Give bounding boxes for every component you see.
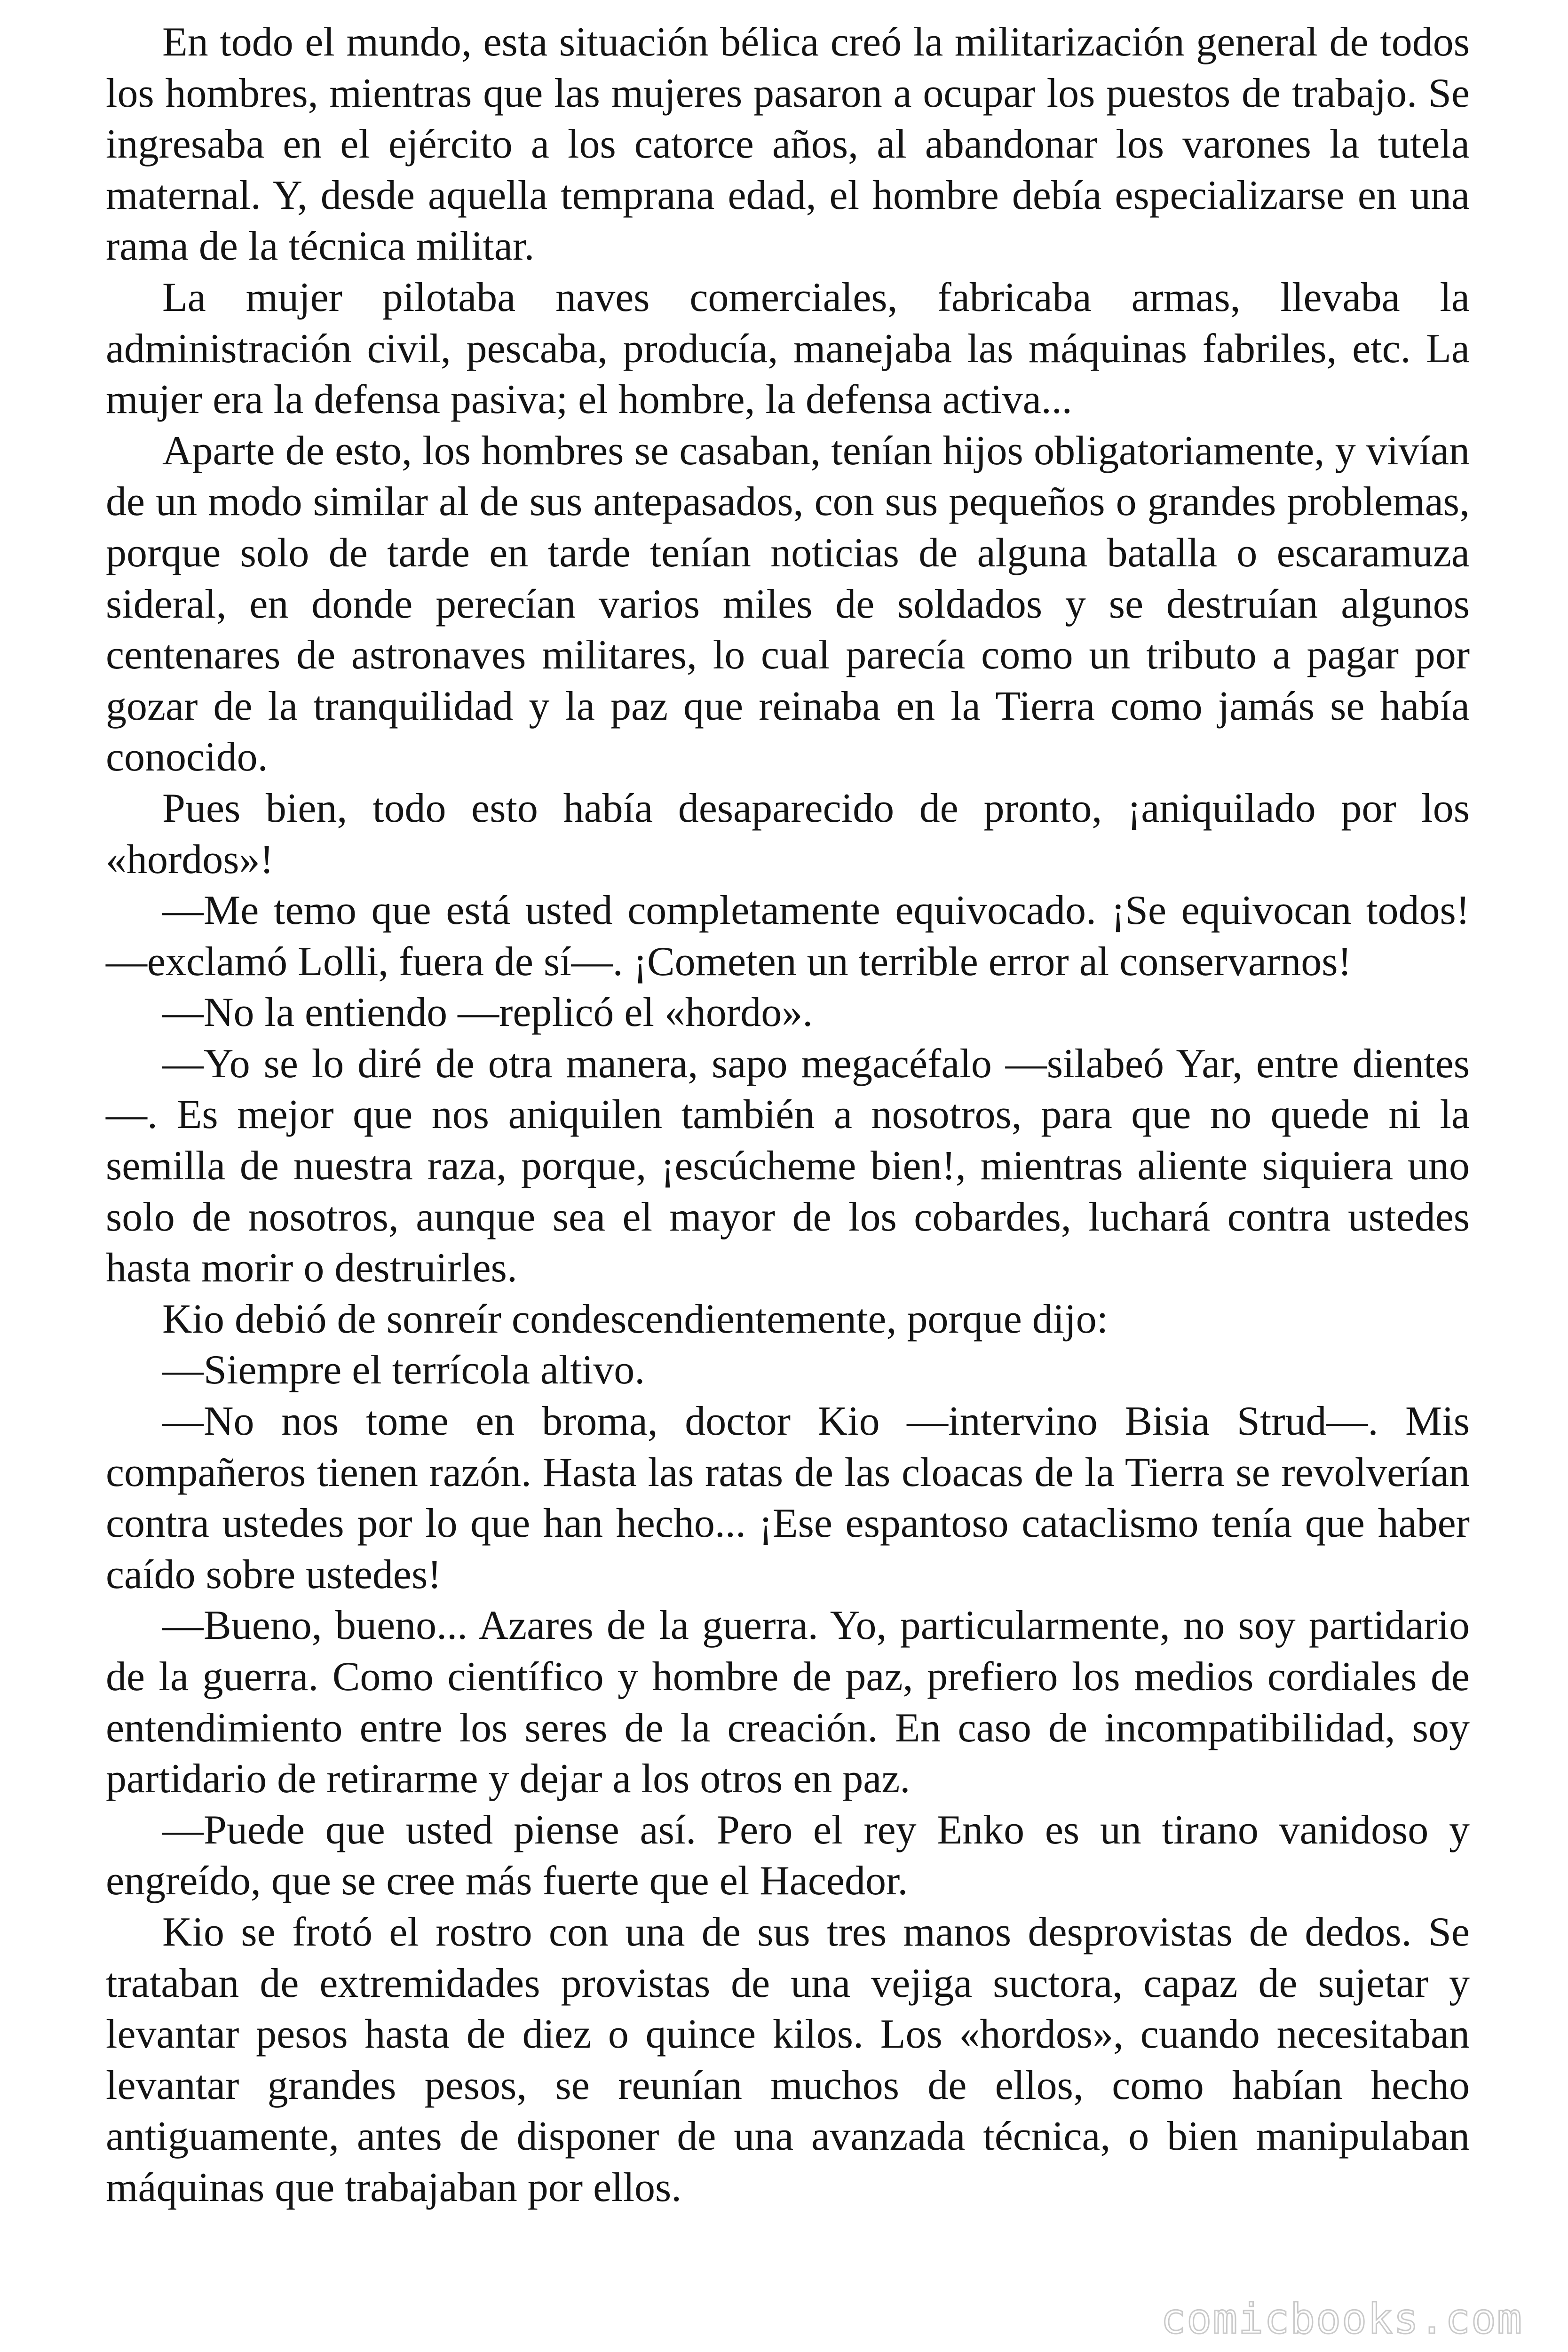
paragraph: —Puede que usted piense así. Pero el rey Enko es un tirano vanidoso y engreído, que se cree más fuerte que el Hacedor. [106,1807,1470,1904]
paragraph: —Yo se lo diré de otra manera, sapo megacéfalo —silabeó Yar, entre dientes—. Es mejor que nos aniquilen también a nosotros, para que no quede ni la semilla de nuestra raza, porque, ¡escúcheme bien!, mientras aliente siquiera uno solo de nosotros, aunque sea el mayor de los cobardes, luchará contra ustedes hasta morir o destruirles. [106,1041,1470,1291]
paragraph: La mujer pilotaba naves comerciales, fabricaba armas, llevaba la administración civil, pescaba, producía, manejaba las máquinas fabriles, etc. La mujer era la defensa pasiva; el hombre, la defensa activa... [106,274,1470,423]
paragraph: Pues bien, todo esto había desaparecido de pronto, ¡aniquilado por los «hordos»! [106,785,1470,882]
body-text [106,17,1470,2214]
paragraph: —No nos tome en broma, doctor Kio —intervino Bisia Strud—. Mis compañeros tienen razón. Hasta las ratas de las cloacas de la Tierra se revolverían contra ustedes por lo que han hecho... ¡Ese espantoso cataclismo tenía que haber caído sobre ustedes! [106,1398,1470,1597]
paragraph: —Me temo que está usted completamente equivocado. ¡Se equivocan todos! —exclamó Lolli, fuera de sí—. ¡Cometen un terrible error al conservarnos! [106,888,1470,985]
paragraph: —No la entiendo —replicó el «hordo». [162,990,813,1036]
paragraph: —Siempre el terrícola altivo. [162,1347,645,1393]
watermark: comicbooks.com [1161,2295,1523,2343]
paragraph: —Bueno, bueno... Azares de la guerra. Yo, particularmente, no soy partidario de la guerra. Como científico y hombre de paz, prefiero los medios cordiales de entendimiento entre los seres de la creación. En caso de incompatibilidad, soy partidario de retirarme y dejar a los otros en paz. [106,1603,1470,1802]
paragraph: Kio se frotó el rostro con una de sus tres manos desprovistas de dedos. Se trataban de extremidades provistas de una vejiga suctora, capaz de sujetar y levantar pesos hasta de diez o quince kilos. Los «hordos», cuando necesitaban levantar grandes pesos, se reunían muchos de ellos, como habían hecho antiguamente, antes de disponer de una avanzada técnica, o bien manipulaban máquinas que trabajaban por ellos. [106,1909,1470,2210]
paragraph: En todo el mundo, esta situación bélica creó la militarización general de todos los hombres, mientras que las mujeres pasaron a ocupar los puestos de trabajo. Se ingresaba en el ejército a los catorce años, al abandonar los varones la tutela maternal. Y, desde aquella temprana edad, el hombre debía especializarse en una rama de la técnica militar. [106,19,1470,270]
paragraph: Aparte de esto, los hombres se casaban, tenían hijos obligatoriamente, y vivían de un modo similar al de sus antepasados, con sus pequeños o grandes problemas, porque solo de tarde en tarde tenían noticias de alguna batalla o escaramuza sideral, en donde perecían varios miles de soldados y se destruían algunos centenares de astronaves militares, lo cual parecía como un tributo a pagar por gozar de la tranquilidad y la paz que reinaba en la Tierra como jamás se había conocido. [106,428,1470,780]
paragraph: Kio debió de sonreír condescendientemente, porque dijo: [162,1296,1109,1342]
